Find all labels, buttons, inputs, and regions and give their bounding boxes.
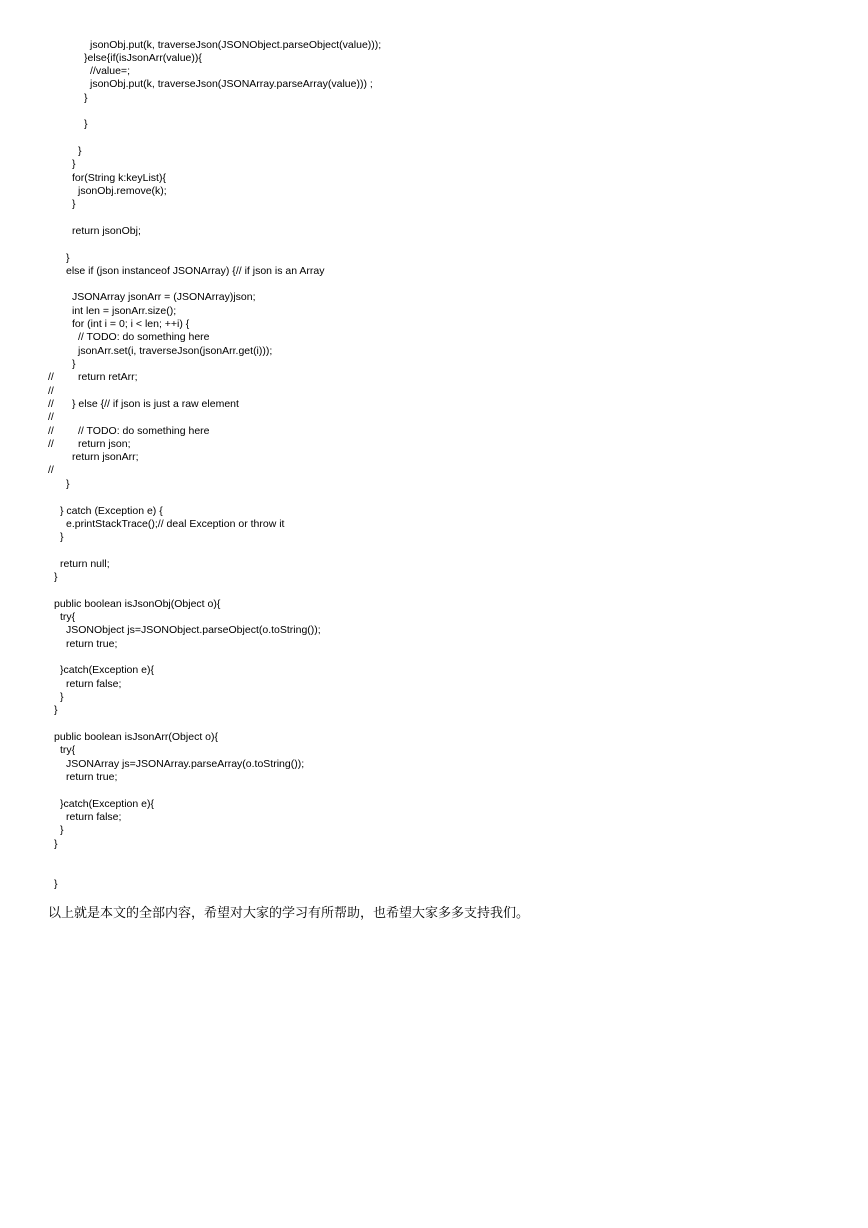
code-line: // TODO: do something here <box>78 425 210 437</box>
code-line: e.printStackTrace();// deal Exception or throw it <box>66 518 285 530</box>
code-line: return retArr; <box>78 371 138 383</box>
code-line: } <box>54 571 58 583</box>
code-line: } <box>84 92 88 104</box>
code-line: } <box>54 704 58 716</box>
code-line: for(String k:keyList){ <box>72 172 166 184</box>
code-line: //value=; <box>90 65 130 77</box>
code-line: }else{if(isJsonArr(value)){ <box>84 52 202 64</box>
comment-marker: // <box>48 411 54 423</box>
code-line: try{ <box>60 611 76 623</box>
code-line: try{ <box>60 744 76 756</box>
code-line: } <box>72 198 76 210</box>
code-line: } <box>54 838 58 850</box>
closing-paragraph: 以上就是本文的全部内容，希望对大家的学习有所帮助，也希望大家多多支持我们。 <box>48 906 530 921</box>
code-line: return true; <box>66 771 118 783</box>
code-line: } <box>72 158 76 170</box>
code-line: return false; <box>66 811 122 823</box>
code-line: return jsonObj; <box>72 225 141 237</box>
code-line: jsonArr.set(i, traverseJson(jsonArr.get(i))); <box>78 345 273 357</box>
code-line: for (int i = 0; i < len; ++i) { <box>72 318 190 330</box>
code-line: return null; <box>60 558 110 570</box>
code-line: }catch(Exception e){ <box>60 664 154 676</box>
code-line: public boolean isJsonObj(Object o){ <box>54 598 221 610</box>
code-line: return json; <box>78 438 131 450</box>
code-line: return true; <box>66 638 118 650</box>
code-line: int len = jsonArr.size(); <box>72 305 177 317</box>
code-line: } <box>54 878 58 890</box>
code-line: public boolean isJsonArr(Object o){ <box>54 731 219 743</box>
code-line: // TODO: do something here <box>78 331 210 343</box>
code-line: jsonObj.put(k, traverseJson(JSONArray.parseArray(value))) ; <box>90 78 373 90</box>
comment-marker: // <box>48 398 54 410</box>
code-line: jsonObj.put(k, traverseJson(JSONObject.parseObject(value))); <box>90 39 382 51</box>
comment-marker: // <box>48 371 54 383</box>
code-line: }catch(Exception e){ <box>60 798 154 810</box>
comment-marker: // <box>48 438 54 450</box>
comment-marker: // <box>48 385 54 397</box>
code-line: } <box>60 691 64 703</box>
code-line: } <box>84 118 88 130</box>
code-line: JSONArray jsonArr = (JSONArray)json; <box>72 291 256 303</box>
code-line: else if (json instanceof JSONArray) {// if json is an Array <box>66 265 325 277</box>
code-line: } <box>60 824 64 836</box>
code-line: } <box>60 531 64 543</box>
comment-marker: // <box>48 464 54 476</box>
code-line: } <box>66 478 70 490</box>
code-line: } <box>72 358 76 370</box>
code-line: } catch (Exception e) { <box>60 505 163 517</box>
comment-marker: // <box>48 425 54 437</box>
code-line: } <box>66 252 70 264</box>
code-line: return jsonArr; <box>72 451 139 463</box>
code-line: jsonObj.remove(k); <box>78 185 167 197</box>
code-line: JSONArray js=JSONArray.parseArray(o.toString()); <box>66 758 305 770</box>
code-line: } <box>78 145 82 157</box>
code-line: } else {// if json is just a raw element <box>72 398 239 410</box>
code-line: JSONObject js=JSONObject.parseObject(o.toString()); <box>66 624 321 636</box>
code-line: return false; <box>66 678 122 690</box>
